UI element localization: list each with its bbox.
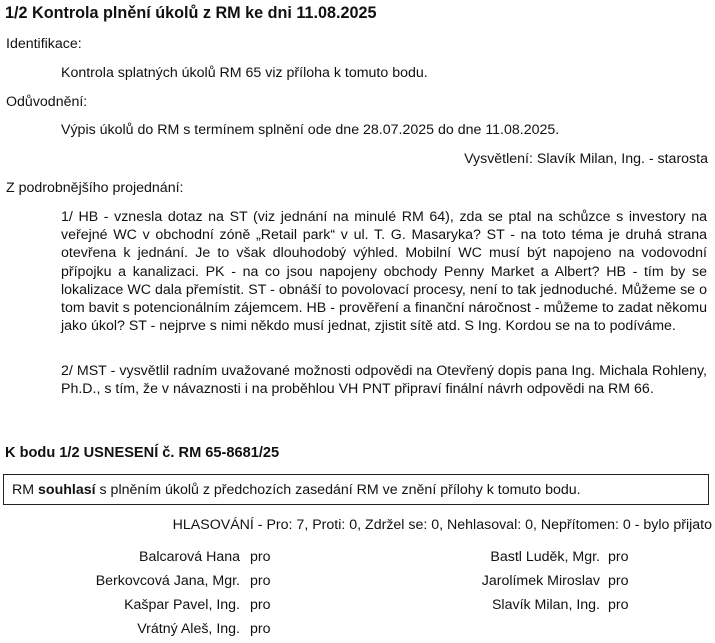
voter-vote: pro [250,573,271,589]
resolution-text [12,482,581,498]
voter-row [0,549,629,571]
resolution-heading: K bodu 1/2 USNESENÍ č. RM 65-8681/25 [5,445,280,461]
voter-row [0,573,629,595]
justification-label: Odůvodnění: [6,94,88,110]
voter-name: Slavík Milan, Ing. [491,597,600,613]
resolution-verb: souhlasí [38,482,96,498]
voter-name: Bastl Luděk, Mgr. [490,549,600,565]
voter-row [0,621,271,643]
voter-name: Kašpar Pavel, Ing. [124,597,240,613]
voting-result: - Pro: 7, Proti: 0, Zdržel se: 0, Nehlasoval: 0, Nepřítomen: 0 - bylo přijato [253,517,712,533]
explanation-presenter: Vysvětlení: Slavík Milan, Ing. - starosta [464,151,708,167]
resolution-box [3,474,709,505]
voter-vote: pro [608,597,629,613]
voter-vote: pro [250,621,271,637]
voting-label: HLASOVÁNÍ [172,517,254,533]
voter-vote: pro [608,549,629,565]
voter-name: Vrátný Aleš, Ing. [137,621,240,637]
voter-vote: pro [608,573,629,589]
voter-row [0,597,629,619]
agenda-item-title: 1/2 Kontrola plnění úkolů z RM ke dni 11.08.2025 [5,4,377,22]
discussion-paragraph: 1/ HB - vznesla dotaz na ST (viz jednání na minulé RM 64), zda se ptal na schůzce s investory na veřejné WC v obchodní zóně „Retail park“ v ul. T. G. Masaryka? ST - na toto téma je druhá strana otevřena k jednání. Je to však dlouhodobý výhled. Mobilní WC musí být napojeno na vodovodní přípojku a kanalizaci. PK - na co jsou napojeny obchody Penny Market a Albert? HB - tím by se lokalizace WC dala přemístit. ST - obnáší to povolovací procesy, není to tak jednoduché. Můžeme se o tom bavit s potencionálním zájemcem. HB - prověření a finanční náročnost - můžeme to zadat někomu jako úkol? ST - nejprve s nimi někdo musí jednat, zjistit sítě atd. S Ing. Kordou se na to podíváme. [61,209,707,335]
voter-vote: pro [250,597,271,613]
voter-vote: pro [250,549,271,565]
discussion-paragraph: 2/ MST - vysvětlil radním uvažované možnosti odpovědi na Otevřený dopis pana Ing. Michala Rohleny, Ph.D., s tím, že v návaznosti i na proběhlou VH PNT připraví finální návrh odpovědi na RM 66. [61,363,707,398]
identification-text: Kontrola splatných úkolů RM 65 viz příloha k tomuto bodu. [61,65,428,81]
voter-name: Jarolímek Miroslav [481,573,600,589]
identification-label: Identifikace: [6,36,82,52]
voting-summary [173,517,712,533]
resolution-suffix: s plněním úkolů z předchozích zasedání RM ve znění přílohy k tomuto bodu. [95,482,581,498]
justification-text: Výpis úkolů do RM s termínem splnění ode dne 28.07.2025 do dne 11.08.2025. [61,122,560,138]
voter-name: Berkovcová Jana, Mgr. [95,573,240,589]
discussion-label: Z podrobnějšího projednání: [6,180,184,196]
voter-name: Balcarová Hana [139,549,240,565]
resolution-prefix: RM [12,482,39,498]
